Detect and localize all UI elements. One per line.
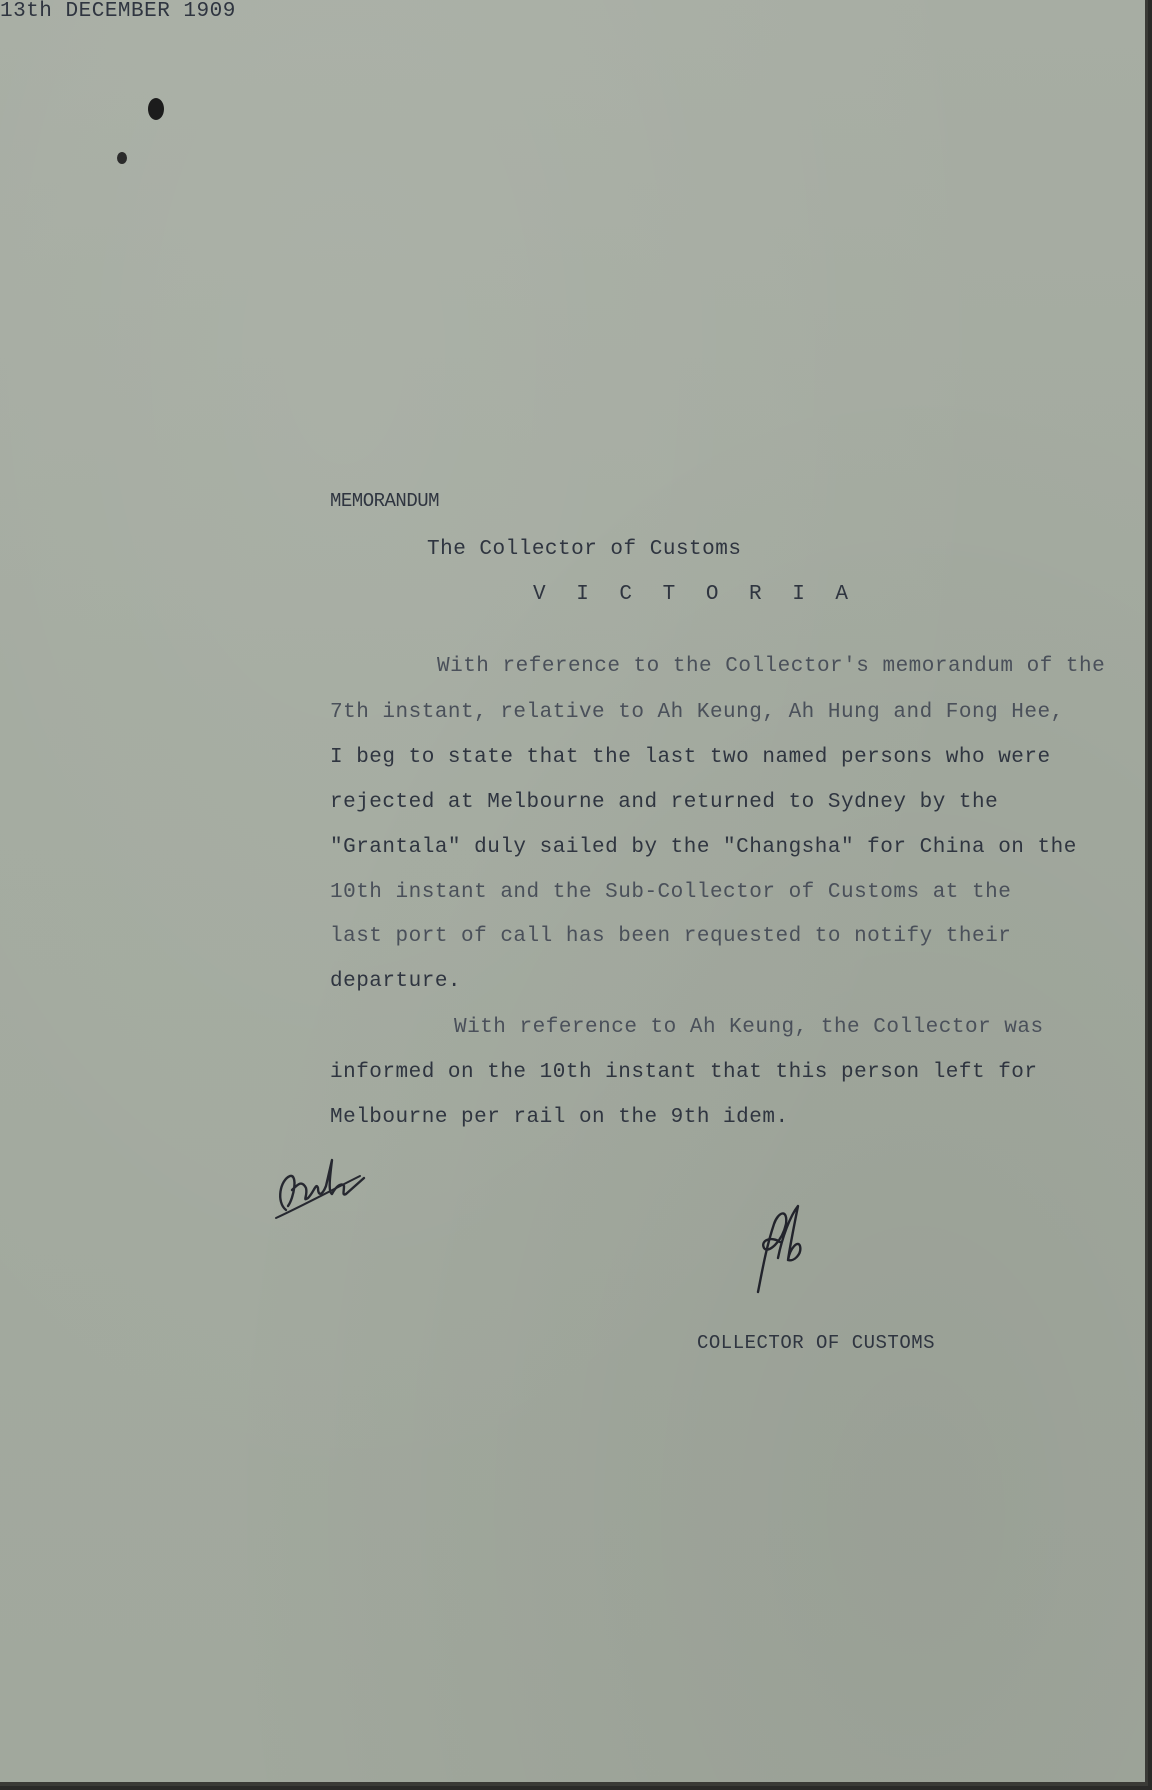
signoff-title: COLLECTOR OF CUSTOMS bbox=[697, 1332, 936, 1354]
body-line: 10th instant and the Sub-Collector of Customs at the bbox=[330, 881, 1012, 904]
body-line: informed on the 10th instant that this person left for bbox=[330, 1061, 1038, 1084]
body-line: last port of call has been requested to notify their bbox=[330, 925, 1012, 948]
addressee: The Collector of Customs bbox=[427, 538, 742, 561]
body-line: With reference to the Collector's memorandum of the bbox=[437, 655, 1106, 678]
punch-hole-mark bbox=[117, 152, 127, 164]
date: 13th DECEMBER 1909 bbox=[0, 0, 236, 23]
body-line: I beg to state that the last two named persons who were bbox=[330, 746, 1051, 769]
memo-heading: MEMORANDUM bbox=[330, 490, 440, 512]
body-line: "Grantala" duly sailed by the "Changsha" for China on the bbox=[330, 836, 1077, 859]
body-line: rejected at Melbourne and returned to Sydney by the bbox=[330, 791, 999, 814]
body-line: departure. bbox=[330, 970, 462, 993]
body-line: Melbourne per rail on the 9th idem. bbox=[330, 1106, 789, 1129]
addressee-state: V I C T O R I A bbox=[533, 583, 858, 606]
punch-hole-mark bbox=[148, 98, 164, 120]
handwritten-signature-right bbox=[748, 1202, 810, 1298]
body-line: 7th instant, relative to Ah Keung, Ah Hung and Fong Hee, bbox=[330, 701, 1064, 724]
handwritten-initials-left bbox=[272, 1140, 368, 1222]
body-line: With reference to Ah Keung, the Collector was bbox=[454, 1016, 1044, 1039]
